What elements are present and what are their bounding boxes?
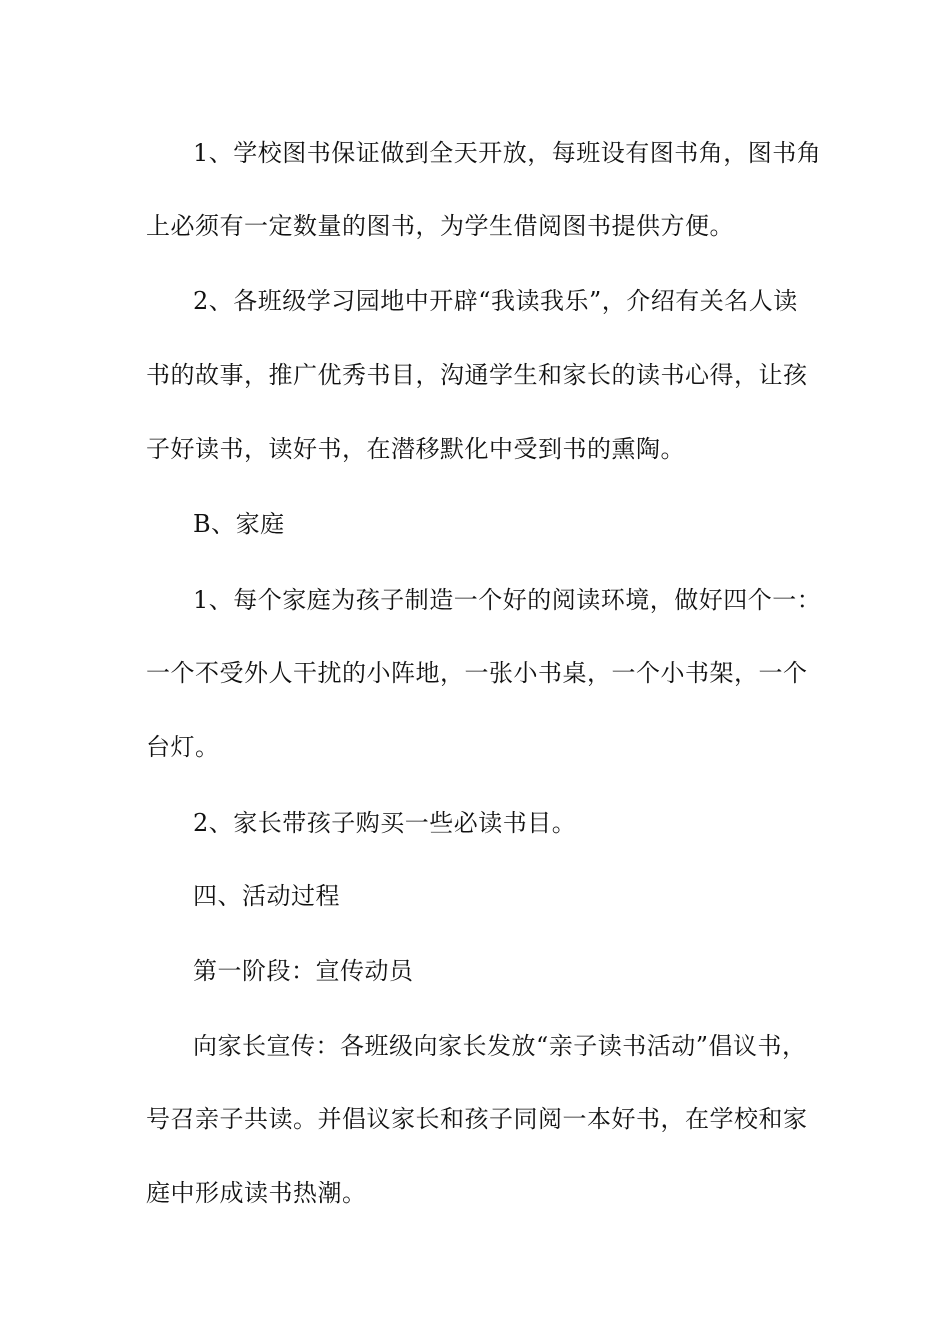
paragraph-line: 2、家长带孩子购买一些必读书目。 [193, 809, 577, 837]
section-heading: 四、活动过程 [193, 882, 340, 910]
paragraph-line: 向家长宣传：各班级向家长发放“亲子读书活动”倡议书， [193, 1032, 807, 1060]
paragraph-line: 上必须有一定数量的图书，为学生借阅图书提供方便。 [146, 212, 734, 240]
subsection-heading: 第一阶段：宣传动员 [193, 957, 414, 985]
paragraph-line: 一个不受外人干扰的小阵地，一张小书桌，一个小书架，一个 [146, 659, 808, 687]
paragraph-line: 2、各班级学习园地中开辟“我读我乐”，介绍有关名人读 [193, 287, 798, 315]
paragraph-line: 书的故事，推广优秀书目，沟通学生和家长的读书心得，让孩 [146, 361, 808, 389]
paragraph-line: 号召亲子共读。并倡议家长和孩子同阅一本好书，在学校和家 [146, 1105, 808, 1133]
section-heading: B、家庭 [193, 510, 285, 538]
paragraph-line: 1、学校图书保证做到全天开放，每班设有图书角，图书角 [193, 139, 822, 167]
paragraph-line: 子好读书，读好书，在潜移默化中受到书的熏陶。 [146, 435, 685, 463]
paragraph-line: 台灯。 [146, 733, 220, 761]
paragraph-line: 庭中形成读书热潮。 [146, 1179, 367, 1207]
paragraph-line: 1、每个家庭为孩子制造一个好的阅读环境，做好四个一： [193, 586, 822, 614]
